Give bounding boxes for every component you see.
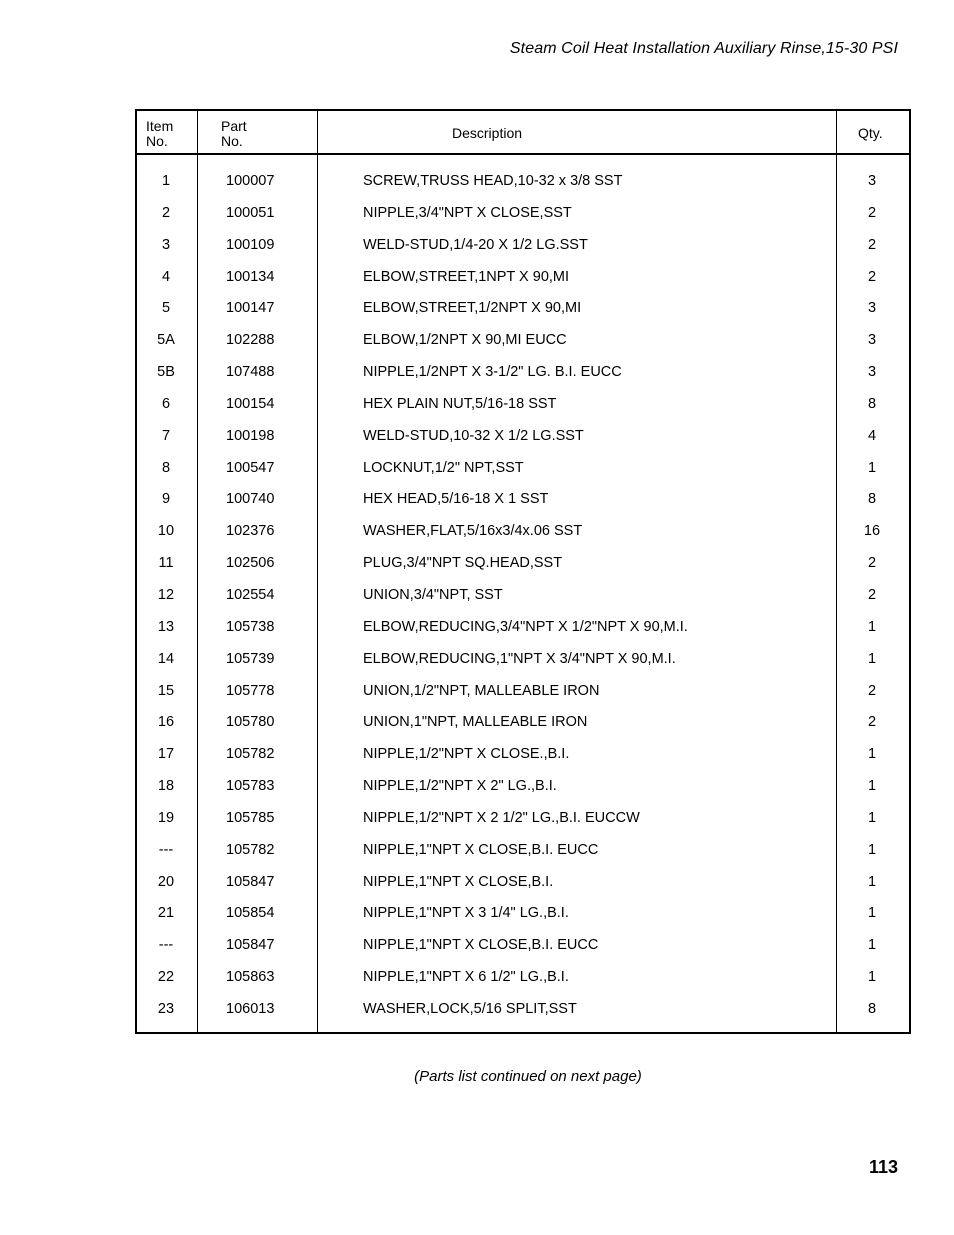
cell-qty: 1 [867,650,877,667]
table-row [137,867,909,899]
cell-qty: 2 [867,555,877,572]
cell-qty: 2 [867,268,877,285]
cell-qty: 8 [867,395,877,412]
header-qty: Qty. [858,125,883,141]
cell-item-no: 23 [157,1000,175,1017]
cell-qty: 2 [867,714,877,731]
cell-part-no: 100147 [226,300,275,317]
cell-description: WELD-STUD,1/4-20 X 1/2 LG.SST [363,236,588,253]
cell-qty: 2 [867,682,877,699]
cell-part-no: 105778 [226,682,275,699]
cell-qty: 1 [867,618,877,635]
cell-item-no: --- [158,937,174,954]
cell-item-no: 15 [157,682,175,699]
cell-part-no: 107488 [226,364,275,381]
table-row [137,771,909,803]
table-header [137,111,909,155]
cell-item-no: 5B [157,364,175,381]
cell-description: NIPPLE,1/2"NPT X 2" LG.,B.I. [363,778,557,795]
cell-part-no: 102288 [226,332,275,349]
cell-item-no: 16 [157,714,175,731]
table-row [137,898,909,930]
table-row [137,389,909,421]
cell-qty: 1 [867,809,877,826]
cell-description: WASHER,FLAT,5/16x3/4x.06 SST [363,523,583,540]
table-row [137,262,909,294]
cell-item-no: 4 [161,268,171,285]
cell-part-no: 105854 [226,905,275,922]
cell-description: WASHER,LOCK,5/16 SPLIT,SST [363,1000,577,1017]
cell-item-no: 5 [161,300,171,317]
page-number: 113 [868,1157,898,1177]
cell-qty: 2 [867,586,877,603]
cell-item-no: 10 [157,523,175,540]
cell-description: ELBOW,1/2NPT X 90,MI EUCC [363,332,567,349]
cell-part-no: 105847 [226,873,275,890]
cell-qty: 3 [867,364,877,381]
header-item-no: Item No. [146,118,174,149]
cell-qty: 8 [867,491,877,508]
cell-part-no: 100007 [226,173,275,189]
cell-description: SCREW,TRUSS HEAD,10-32 x 3/8 SST [363,173,623,189]
cell-qty: 1 [867,746,877,763]
table-row [137,548,909,580]
cell-qty: 1 [867,937,877,954]
continued-note: (Parts list continued on next page) [414,1068,642,1085]
cell-item-no: 17 [157,746,175,763]
cell-item-no: --- [158,841,174,858]
cell-item-no: 20 [157,873,175,890]
cell-description: NIPPLE,1"NPT X CLOSE,B.I. EUCC [363,841,599,858]
header-part-no: Part No. [221,118,247,149]
table-row [137,421,909,453]
table-row [137,707,909,739]
cell-item-no: 3 [161,236,171,253]
cell-description: NIPPLE,1/2"NPT X 2 1/2" LG.,B.I. EUCCW [363,809,640,826]
cell-part-no: 105785 [226,809,275,826]
cell-description: ELBOW,REDUCING,3/4"NPT X 1/2"NPT X 90,M.I. [363,618,688,635]
table-row [137,612,909,644]
table-row [137,644,909,676]
table-row [137,580,909,612]
cell-part-no: 102506 [226,555,275,572]
cell-description: NIPPLE,1"NPT X CLOSE,B.I. EUCC [363,937,599,954]
cell-part-no: 105780 [226,714,275,731]
cell-part-no: 100198 [226,427,275,444]
table-row [137,325,909,357]
cell-part-no: 100109 [226,236,275,253]
cell-description: HEX PLAIN NUT,5/16-18 SST [363,395,557,412]
cell-part-no: 105738 [226,618,275,635]
table-row [137,739,909,771]
cell-qty: 2 [867,204,877,221]
table-row [137,198,909,230]
table-row [137,484,909,516]
page-title: Steam Coil Heat Installation Auxiliary Rinse,15-30 PSI [509,40,898,57]
cell-qty: 2 [867,236,877,253]
cell-description: PLUG,3/4"NPT SQ.HEAD,SST [363,555,563,572]
cell-part-no: 105782 [226,746,275,763]
cell-qty: 3 [867,332,877,349]
cell-part-no: 105739 [226,650,275,667]
cell-item-no: 9 [161,491,171,508]
table-row [137,293,909,325]
cell-qty: 1 [867,459,877,476]
cell-part-no: 106013 [226,1000,275,1017]
cell-description: NIPPLE,1"NPT X 6 1/2" LG.,B.I. [363,969,569,986]
cell-qty: 1 [867,841,877,858]
cell-qty: 3 [867,300,877,317]
cell-description: UNION,1"NPT, MALLEABLE IRON [363,714,588,731]
cell-item-no: 13 [157,618,175,635]
cell-part-no: 102376 [226,523,275,540]
cell-part-no: 102554 [226,586,275,603]
cell-description: UNION,3/4"NPT, SST [363,586,503,603]
table-row [137,516,909,548]
cell-item-no: 22 [157,969,175,986]
table-row [137,930,909,962]
cell-item-no: 11 [158,555,174,572]
cell-part-no: 105863 [226,969,275,986]
cell-description: ELBOW,STREET,1NPT X 90,MI [363,268,570,285]
cell-qty: 1 [867,778,877,795]
cell-part-no: 100547 [226,459,275,476]
cell-part-no: 105783 [226,778,275,795]
cell-item-no: 18 [157,778,175,795]
cell-item-no: 14 [157,650,175,667]
parts-table [135,109,911,1034]
cell-part-no: 100134 [226,268,275,285]
cell-description: ELBOW,REDUCING,1"NPT X 3/4"NPT X 90,M.I. [363,650,676,667]
table-body [137,166,909,1026]
cell-description: WELD-STUD,10-32 X 1/2 LG.SST [363,427,584,444]
cell-description: NIPPLE,1/2"NPT X CLOSE.,B.I. [363,746,570,763]
cell-part-no: 105847 [226,937,275,954]
header-description: Description [452,125,523,141]
cell-item-no: 8 [161,459,171,476]
table-row [137,230,909,262]
cell-description: NIPPLE,1"NPT X CLOSE,B.I. [363,873,554,890]
cell-qty: 16 [863,523,881,540]
cell-part-no: 100154 [226,395,275,412]
cell-part-no: 100051 [226,204,275,221]
cell-description: NIPPLE,1/2NPT X 3-1/2" LG. B.I. EUCC [363,364,622,381]
table-row [137,994,909,1026]
cell-qty: 4 [867,427,877,444]
cell-item-no: 1 [161,173,171,189]
cell-description: LOCKNUT,1/2" NPT,SST [363,459,524,476]
table-row [137,962,909,994]
cell-qty: 8 [867,1000,877,1017]
cell-description: UNION,1/2"NPT, MALLEABLE IRON [363,682,600,699]
cell-qty: 3 [867,173,877,189]
cell-item-no: 21 [157,905,175,922]
cell-description: NIPPLE,1"NPT X 3 1/4" LG.,B.I. [363,905,569,922]
table-row [137,453,909,485]
cell-item-no: 12 [157,586,175,603]
cell-qty: 1 [867,969,877,986]
cell-qty: 1 [867,873,877,890]
table-row [137,803,909,835]
cell-description: ELBOW,STREET,1/2NPT X 90,MI [363,300,582,317]
cell-qty: 1 [867,905,877,922]
cell-description: NIPPLE,3/4"NPT X CLOSE,SST [363,204,572,221]
cell-part-no: 105782 [226,841,275,858]
cell-item-no: 5A [157,332,175,349]
cell-part-no: 100740 [226,491,275,508]
cell-item-no: 19 [157,809,175,826]
table-row [137,357,909,389]
table-row [137,676,909,708]
table-row [137,835,909,867]
cell-description: HEX HEAD,5/16-18 X 1 SST [363,491,549,508]
cell-item-no: 2 [161,204,171,221]
cell-item-no: 7 [161,427,171,444]
table-row [137,166,909,198]
cell-item-no: 6 [161,395,171,412]
